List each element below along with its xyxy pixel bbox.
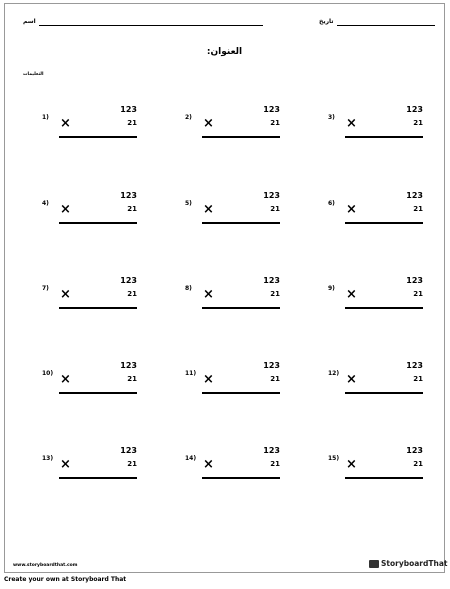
answer-line [202, 222, 280, 224]
multiplicand: 123 [120, 276, 137, 285]
problem-5 [185, 191, 280, 231]
problem-14 [185, 446, 280, 486]
multiplicand: 123 [120, 105, 137, 114]
multiply-icon: × [346, 287, 357, 302]
multiplier: 21 [413, 460, 423, 468]
multiplicand: 123 [263, 191, 280, 200]
answer-line [202, 477, 280, 479]
problem-8 [185, 276, 280, 316]
problem-number: 7) [42, 285, 49, 292]
answer-line [59, 222, 137, 224]
multiplier: 21 [270, 375, 280, 383]
date-line [337, 25, 435, 26]
multiplicand: 123 [406, 276, 423, 285]
multiplier: 21 [270, 460, 280, 468]
answer-line [59, 392, 137, 394]
answer-line [345, 392, 423, 394]
multiplier: 21 [270, 119, 280, 127]
date-label: تاريخ [319, 18, 334, 25]
multiplicand: 123 [406, 446, 423, 455]
multiplicand: 123 [120, 361, 137, 370]
multiply-icon: × [346, 457, 357, 472]
problem-number: 10) [42, 370, 54, 377]
multiplicand: 123 [120, 446, 137, 455]
multiply-icon: × [60, 202, 71, 217]
multiply-icon: × [60, 457, 71, 472]
multiply-icon: × [346, 116, 357, 131]
problem-number: 9) [328, 285, 335, 292]
worksheet-title: :العنوان [206, 47, 243, 57]
problem-11 [185, 361, 280, 401]
problem-9 [328, 276, 423, 316]
problem-number: 15) [328, 455, 340, 462]
multiply-icon: × [60, 287, 71, 302]
problem-number: 4) [42, 200, 49, 207]
multiply-icon: × [203, 457, 214, 472]
problem-number: 14) [185, 455, 197, 462]
problem-2 [185, 105, 280, 145]
multiply-icon: × [346, 372, 357, 387]
multiplier: 21 [270, 290, 280, 298]
problem-number: 6) [328, 200, 335, 207]
answer-line [202, 136, 280, 138]
multiplier: 21 [413, 119, 423, 127]
name-label: اسم [23, 18, 36, 25]
answer-line [345, 136, 423, 138]
multiplier: 21 [127, 375, 137, 383]
multiply-icon: × [203, 116, 214, 131]
problem-number: 12) [328, 370, 340, 377]
problem-number: 5) [185, 200, 192, 207]
problem-4 [42, 191, 137, 231]
multiplicand: 123 [263, 276, 280, 285]
answer-line [345, 307, 423, 309]
problem-3 [328, 105, 423, 145]
problem-number: 2) [185, 114, 192, 121]
footer-url: www.storyboardthat.com [13, 563, 78, 568]
multiplicand: 123 [120, 191, 137, 200]
credit-link[interactable]: Create your own at Storyboard That [4, 576, 127, 583]
problem-1 [42, 105, 137, 145]
multiplier: 21 [127, 460, 137, 468]
problem-13 [42, 446, 137, 486]
problem-6 [328, 191, 423, 231]
problem-10 [42, 361, 137, 401]
storyboard-icon [369, 560, 379, 568]
problem-12 [328, 361, 423, 401]
answer-line [59, 136, 137, 138]
multiply-icon: × [346, 202, 357, 217]
multiply-icon: × [203, 202, 214, 217]
multiplicand: 123 [406, 361, 423, 370]
answer-line [202, 307, 280, 309]
answer-line [202, 392, 280, 394]
answer-line [59, 307, 137, 309]
problem-number: 8) [185, 285, 192, 292]
multiply-icon: × [60, 372, 71, 387]
worksheet-page [4, 3, 448, 573]
multiplicand: 123 [263, 361, 280, 370]
multiplier: 21 [127, 119, 137, 127]
multiplier: 21 [413, 205, 423, 213]
multiplier: 21 [413, 290, 423, 298]
multiplicand: 123 [406, 105, 423, 114]
problem-7 [42, 276, 137, 316]
problem-number: 11) [185, 370, 197, 377]
multiplier: 21 [127, 205, 137, 213]
answer-line [59, 477, 137, 479]
problem-number: 1) [42, 114, 49, 121]
answer-line [345, 477, 423, 479]
multiplicand: 123 [263, 446, 280, 455]
multiply-icon: × [60, 116, 71, 131]
storyboardthat-logo [369, 559, 447, 568]
answer-line [345, 222, 423, 224]
multiplicand: 123 [263, 105, 280, 114]
multiply-icon: × [203, 287, 214, 302]
multiplier: 21 [413, 375, 423, 383]
instructions-label: التعليمات [23, 72, 44, 77]
multiplier: 21 [270, 205, 280, 213]
problem-15 [328, 446, 423, 486]
logo-text: StoryboardThat [381, 559, 448, 568]
problem-number: 3) [328, 114, 335, 121]
multiply-icon: × [203, 372, 214, 387]
multiplicand: 123 [406, 191, 423, 200]
problem-number: 13) [42, 455, 54, 462]
name-line [39, 25, 263, 26]
multiplier: 21 [127, 290, 137, 298]
